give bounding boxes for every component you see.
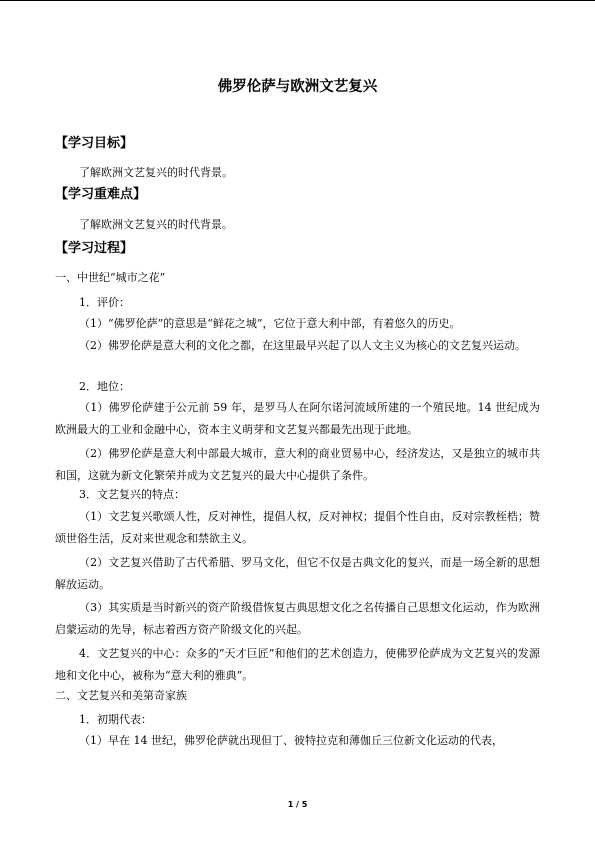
- part2-item1-heading: 1．初期代表：: [79, 713, 152, 726]
- section-heading-objectives: 【学习目标】: [55, 136, 134, 151]
- part1-item2-p1: （1）佛罗伦萨建于公元前 59 年，是罗马人在阿尔诺河流域所建的一个殖民地。14 世纪成为欧洲最大的工业和金融中心，资本主义萌芽和文艺复兴都最先出现于此地。: [55, 401, 540, 436]
- part1-heading: 一、中世纪“城市之花”: [55, 271, 166, 284]
- part1-item3-p3: （3）其实质是当时新兴的资产阶级借恢复古典思想文化之名传播自己思想文化运动，作为欧洲启蒙运动的先导，标志着西方资产阶级文化的兴起。: [55, 601, 540, 636]
- part1-item3-p2: （2）文艺复兴借助了古代希腊、罗马文化，但它不仅是古典文化的复兴，而是一场全新的思想解放运动。: [55, 556, 540, 591]
- part1-item1-heading: 1．评价：: [79, 296, 130, 309]
- part1-item2-heading: 2．地位：: [79, 380, 130, 393]
- section-heading-key-points: 【学习重难点】: [55, 187, 147, 202]
- page-number: 1 / 5: [287, 800, 308, 809]
- key-points-text: 了解欧洲文艺复兴的时代背景。: [79, 218, 233, 231]
- part1-item3-heading: 3．文艺复兴的特点：: [79, 488, 185, 501]
- part1-item1-p1: （1）“佛罗伦萨”的意思是“鲜花之城”，它位于意大利中部，有着悠久的历史。: [79, 317, 461, 330]
- part2-item1-p1: （1）早在 14 世纪，佛罗伦萨就出现但丁、彼特拉克和薄伽丘三位新文化运动的代表，: [79, 734, 503, 747]
- part1-item3-p1: （1）文艺复兴歌颂人性，反对神性，提倡人权，反对神权；提倡个性自由，反对宗教桎梏；赞颂世俗生活，反对来世观念和禁欲主义。: [55, 510, 540, 545]
- part1-item2-p2: （2）佛罗伦萨是意大利中部最大城市，意大利的商业贸易中心，经济发达，又是独立的城市共和国，这就为新文化繁荣并成为文艺复兴的最大中心提供了条件。: [55, 447, 540, 482]
- section-heading-process: 【学习过程】: [55, 241, 134, 256]
- part1-item4-p1: 4．文艺复兴的中心：众多的“天才巨匠”和他们的艺术创造力，使佛罗伦萨成为文艺复兴的发源地和文化中心，被称为“意大利的雅典”。: [55, 647, 540, 682]
- page-title: 佛罗伦萨与欧洲文艺复兴: [217, 79, 378, 95]
- objectives-text: 了解欧洲文艺复兴的时代背景。: [79, 166, 233, 179]
- part2-heading: 二、文艺复兴和美第奇家族: [55, 689, 187, 702]
- top-rule: [0, 0, 595, 1]
- part1-item1-p2: （2）佛罗伦萨是意大利的文化之都，在这里最早兴起了以人文主义为核心的文艺复兴运动。: [79, 339, 526, 352]
